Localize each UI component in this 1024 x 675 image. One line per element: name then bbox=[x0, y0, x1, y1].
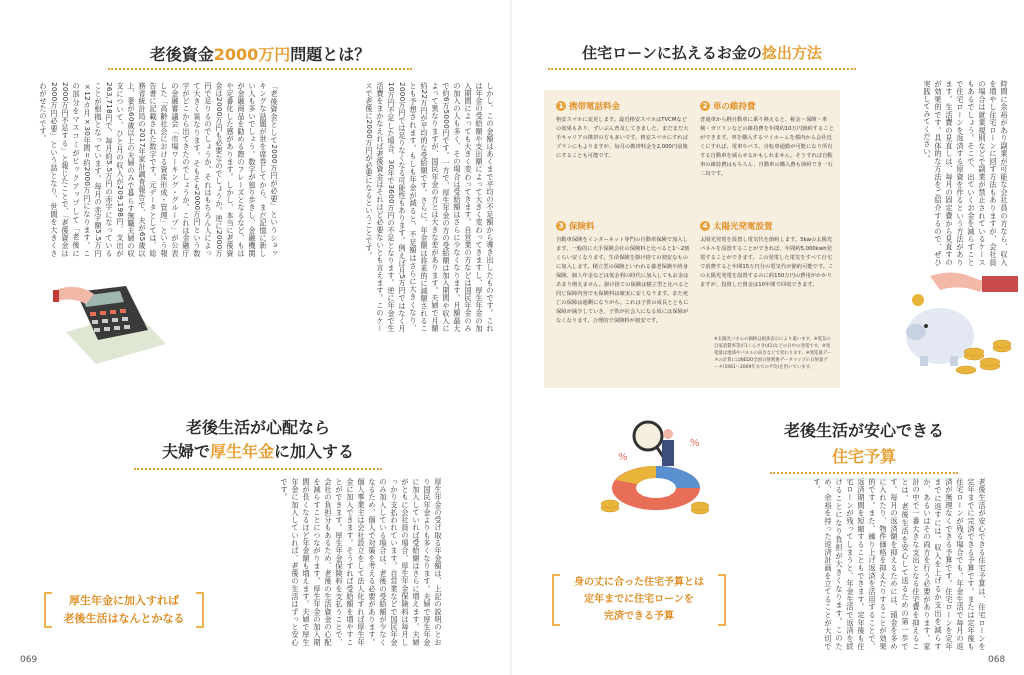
section-title-safe-housing-budget: 老後生活が安心できる 住宅予算 bbox=[783, 421, 944, 466]
page-number-right: 068 bbox=[988, 655, 1006, 665]
tip-car-maintenance: 2 車の維持費 普通車から軽自動車に乗り換えると、税金・保険・車検・ガソリンなどの維持費を年間約10万円節約することができます。車を購入するマイホームを都内から会社近くにすれば、電車やバス、自転車通勤が可能になり所有する自動車を減らせるかもしれません。そうすれば自動車の維持費はもちろん、自動車の購入費も節約でき一石二鳥です。 bbox=[700, 102, 834, 177]
housing-budget-callout: 身の丈に合った住宅予算とは 定年までに住宅ローンを 完済できる予算 bbox=[574, 577, 704, 622]
piggy-bank-illustration bbox=[870, 270, 1018, 380]
number-badge-icon: 1 bbox=[556, 101, 566, 111]
pension-callout: 厚生年金に加入すれば 老後生活はなんとかなる bbox=[63, 594, 185, 625]
svg-text:%: % bbox=[618, 452, 628, 463]
page-number-left: 069 bbox=[20, 655, 38, 665]
section-title-housing-loan: 住宅ローンに払えるお金の捻出方法 bbox=[582, 44, 822, 62]
callout-bracket-right-2 bbox=[718, 574, 726, 626]
svg-text:%: % bbox=[690, 438, 700, 449]
section-title-spousal-pension: 老後生活が心配なら 夫婦で厚生年金に加入する bbox=[161, 418, 355, 461]
callout-bracket-right bbox=[196, 592, 204, 628]
tip-insurance: 3 保険料 自動車保険をインターネット専門の自動車保険で加入します。一般的に大手保険会社の保険料と比べると1～2割くらい安くなります。生命保険を掛け捨ての割安なものに加入します。積立型の保険といわれる養老保険や終身保険、個人年金などは低金利の時代に加入してもお金はあまり増えません。掛け捨ての保険は積立型と比べると同じ保障内容でも保険料は確実に安くなります。また死亡の保障は過剰になりがち。これは子供の成長とともに保障が減少していき、子供が社会人になる頃には保障がなくなります。合理的で保険料が割安です。 bbox=[556, 222, 690, 324]
number-badge-icon: 3 bbox=[556, 221, 566, 231]
intro-text: 時間に余裕があり副業が可能な会社員の方なら、収入を増やし住宅ローンに回す方法もありますが、会社員の場合は就業規則などで副業が禁止されているケースもあるでしょう。そこで、出ていくお金を減らすことで住宅ローンを返済する原資を作るという方法があります。生活費の見直しは、毎月の固定費から見直すのが効果的です。具体的な方法をご紹介するので、ぜひ実践してみてください。 bbox=[923, 80, 1009, 266]
tip-solar-power: 4 太陽光発電設置 太陽光発電を設置し電気代を節約します。5kwの太陽光パネルを設置することができれば、年間約5,000kwh発電することができます。この発電した電気をすべて自宅で消費すると年間15万円分の電気代が節約可能です。この太陽光発電を設置するのに約150万円の費用がかかりますが、投資した資金は10年間で回収できます。 bbox=[700, 222, 834, 288]
magnifier-chart-illustration bbox=[596, 410, 716, 520]
section-title-retirement-2000man: 老後資金2000万円問題とは？ bbox=[149, 45, 371, 64]
number-badge-icon: 4 bbox=[700, 221, 710, 231]
number-badge-icon: 2 bbox=[700, 101, 710, 111]
housing-budget-body-text: 老後生活が安心できる住宅予算は、住宅ローンを定年までに完済できる予算です。または定年後も住宅ローンが残る場合でも、年金生活で毎月の返済が無理なくできる予算です。住宅ローンを定年までに返すには、収入を上げるか支出を減らすか、あるいはその両方を行う必要があります。家計の中で一番大きな支出となる住宅費を抑えることは、老後生活を安心して送るための第一歩です。毎月の返済額を抑えるためには、頭金を多めに入れたり、物件価格を抑えたりすることが効果的です。また、繰り上げ返済を活用することで、返済期間を短縮することもできます。定年後も住宅ローンが残ってしまうと、年金生活で返済を続けることになり負担が大きくなります。このため、余裕を持った返済計画を立てることが大切です。 bbox=[813, 478, 987, 650]
section1-body-continuation-col: しかし、この金額はあくまで平均の不足額から導き出したものです。これは年金の受給額や支出額によって大きく変わってきますし、厚生年金の加入期間によっても大きく変わってきます。自営業の方などは国民年金のみの加入の人も多く、その場合は受給額はさらに少なくなります。月額最大で約6万5000円です。一方で、厚生年金の方の受給額は加入期間や収入によって異なりますが、国民年金の方とは大きな差があります。夫婦で月額約22万円が平均的な受給額です。さらに、年金額は将来的に減額されることも予想されます。もしも年金が減ると、不足額はさらに大きくなり、2000万円では足りなくなる可能性もあります。例えば月5万円ではなく月10万円不足した場合、30年で3600万円の不足となります。逆に年金で生活費をまかなえれば老後資金はそれほど必要ないとも言えます。このケースで老後に2000万円が必要になるということです。 bbox=[365, 82, 495, 332]
calculator-illustration bbox=[56, 282, 174, 366]
title-underline-3 bbox=[548, 68, 856, 70]
title-underline-4 bbox=[770, 472, 958, 474]
title-underline bbox=[108, 68, 412, 70]
section1-body-text: 「老後資金として2000万円が必要」というショッキングな話題が世を席巻してから、まだ記憶に新しい人も多いでしょう。数字が独り歩きし、金融機関が金融商品を勧める際のフレーズとなるなど、もはや定番化した感があります。しかし、本当に老後資金は2000万円も必要なのでしょうか。逆に2000万円で足りるのでしょうか。それはもちろん人によって大きく異なります。そもそも2000万円という数字がどこから出てきたのでしょうか。これは金融庁の金融審議会「市場ワーキング・グループ」が公表した「高齢社会における資産形成・管理」という報告書に記載された数字です。元データとしては、総務省統計局の2017年家計調査報告で、夫が65歳以上、妻が60歳以上の夫婦のみで暮らす無職夫婦の収支について、ひと月の収入が209,198円、支出が263,718円で、毎月約5.5万円の赤字になっていることが根拠となっています。毎月の赤字額5.5万円×12カ月×30年間=約2000万円になります。この部分をマスコミがピックアップして「老後に2000万円不足する」と報じたことで、「老後資金は2000万円必要」という話となり、世間を大きくさわがせたのです。 bbox=[39, 82, 279, 257]
title-underline-2 bbox=[134, 468, 382, 470]
callout-bracket-left-2 bbox=[552, 574, 560, 626]
tip-mobile-phone: 1 携帯電話料金 格安スマホに変更します。最近格安スマホはTVCMなどの効果もあり、ずいぶん普及してきました。まだまだ大手キャリアの携帯の方も多いです。格安スマホにすればプランにもよりますが、毎月の携帯料金を2,000円前後にすることも可能です。 bbox=[556, 102, 689, 159]
callout-bracket-left bbox=[44, 592, 52, 628]
section2-body-text: 厚生年金の受け取る年金額は、上記の説明のとおり国民年金よりも多くなります。夫婦で厚生年金に加入していれば受給額はさらに増えます。夫婦がともに会社員の場合、厚生年金保険料は毎月しっかり支払われています。自営業などで国民年金のみ加入している場合は、老後の受給額が少なくなるため、個人で対策を考える必要があります。個人事業主は会社設立をして法人化すれば厚生年金に加入できます。そうすれば受給額を増やすことができます。厚生年金保険料を支払うことで、会社の負担分もあるため、老後の生活資金の心配を減らすことにつながります。厚生年金の加入期間が長くなるほど年金額も増えます。夫婦で厚生年金に加入していれば、老後の生活はずっと安心です。 bbox=[280, 478, 443, 646]
solar-footnote: ※太陽光パネルの価格は税抜表示により違います。※電気の自家消費率等が1くらさき(41)などの日中の発電です。※発電量は地域やパネルの向きなどで変わります。※発電量データの計算にはNEDO全国日射関連データマップの日射量データ(1981～2009年までの平均)を用いています。 bbox=[714, 337, 832, 370]
